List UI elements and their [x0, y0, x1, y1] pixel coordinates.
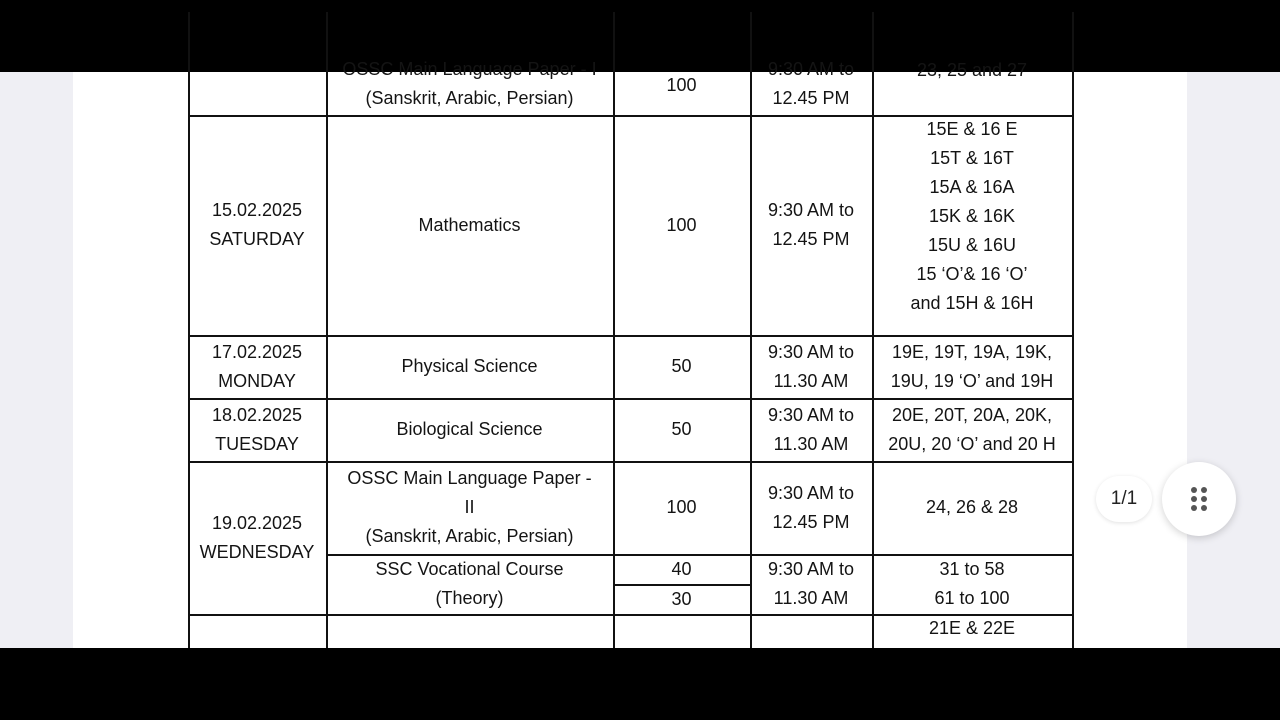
time-line: 9:30 AM to [767, 482, 855, 503]
code-line: 24, 26 & 28 [925, 497, 1019, 517]
subject-line: II [464, 497, 475, 517]
subject-cell [326, 461, 613, 554]
marks-cell [613, 115, 750, 335]
subject-line: Physical Science [401, 356, 538, 376]
day-value: WEDNESDAY [199, 541, 315, 562]
day-value: MONDAY [218, 370, 296, 391]
marks-value: 30 [671, 588, 692, 609]
codes-cell [872, 12, 1072, 115]
subject-cell [326, 398, 613, 461]
code-line: 31 to 58 [939, 559, 1005, 579]
grid-dots-icon [1191, 487, 1207, 511]
marks-cell [613, 554, 750, 584]
subject-line: (Theory) [435, 588, 504, 608]
subject-line: OSSC Main Language Paper - [347, 468, 592, 488]
time-line: 12.45 PM [772, 229, 850, 249]
subject-cell [326, 12, 613, 115]
document-page [73, 59, 1187, 648]
subject-line: Mathematics [418, 214, 521, 235]
code-line: 15K & 16K [928, 206, 1016, 226]
marks-value: 100 [666, 497, 697, 517]
time-cell [750, 335, 872, 398]
time-cell [750, 554, 872, 614]
table-border [326, 554, 1073, 556]
table-border [188, 12, 190, 712]
table-border [188, 335, 1073, 337]
time-line: 9:30 AM to [767, 59, 855, 79]
day-value: SATURDAY [209, 229, 305, 249]
subject-cell [326, 115, 613, 335]
table-border [188, 461, 1073, 463]
table-border [1072, 12, 1074, 712]
page-indicator [1096, 476, 1152, 522]
code-line: 19E, 19T, 19A, 19K, [891, 341, 1053, 362]
codes-cell [872, 461, 1072, 554]
marks-cell [613, 584, 750, 614]
codes-cell [872, 554, 1072, 614]
code-line: 15U & 16U [927, 235, 1017, 255]
code-line: 15 ‘O’& 16 ‘O’ [916, 264, 1028, 284]
day-value: TUESDAY [215, 433, 299, 454]
document-viewer[interactable] [0, 59, 1280, 648]
date-cell [188, 115, 326, 335]
date-value: 17.02.2025 [211, 341, 303, 362]
time-line: 9:30 AM to [767, 559, 855, 579]
table-border [188, 398, 1073, 400]
code-line: and 15H & 16H [910, 293, 1034, 313]
subject-cell [326, 554, 613, 614]
time-cell [750, 115, 872, 335]
subject-line: (Sanskrit, Arabic, Persian) [365, 88, 574, 108]
subject-line: OSSC Main Language Paper - I [342, 59, 597, 79]
date-cell [188, 461, 326, 614]
time-cell [750, 398, 872, 461]
marks-cell [613, 398, 750, 461]
time-line: 12.45 PM [772, 88, 850, 108]
subject-line: SSC Vocational Course [375, 559, 564, 579]
page-count-label: 1/1 [1110, 488, 1138, 509]
codes-cell [872, 115, 1072, 335]
code-line: 23, 25 and 27 [916, 60, 1028, 80]
time-line: 11.30 AM [773, 433, 849, 454]
table-border [326, 12, 328, 712]
marks-value: 40 [671, 558, 692, 579]
date-value: 18.02.2025 [211, 404, 303, 425]
date-value: 19.02.2025 [211, 512, 303, 533]
marks-value: 50 [671, 356, 692, 376]
date-cell [188, 335, 326, 398]
time-cell [750, 12, 872, 115]
marks-cell [613, 335, 750, 398]
codes-cell [872, 398, 1072, 461]
subject-cell [326, 335, 613, 398]
time-line: 9:30 AM to [767, 341, 855, 362]
time-line: 9:30 AM to [767, 404, 855, 425]
code-line: 15A & 16A [929, 177, 1015, 197]
codes-cell [872, 614, 1072, 644]
table-border [613, 12, 615, 712]
time-cell [750, 461, 872, 554]
code-line: 61 to 100 [934, 588, 1010, 608]
code-line: 15T & 16T [930, 148, 1014, 168]
time-line: 11.30 AM [773, 370, 849, 391]
code-line: 20U, 20 ‘O’ and 20 H [888, 433, 1056, 454]
table-border [872, 12, 874, 712]
marks-value: 100 [666, 214, 697, 235]
marks-cell [613, 12, 750, 115]
code-line: 20E, 20T, 20A, 20K, [891, 404, 1053, 425]
time-line: 11.30 AM [773, 588, 849, 608]
table-border [188, 614, 1073, 616]
marks-cell [613, 461, 750, 554]
viewer-menu-button[interactable] [1162, 462, 1236, 536]
letterbox-bottom [0, 648, 1280, 720]
table-border [613, 584, 751, 586]
code-line: 19U, 19 ‘O’ and 19H [890, 370, 1054, 391]
subject-line: (Sanskrit, Arabic, Persian) [365, 526, 574, 546]
time-line: 12.45 PM [772, 511, 850, 532]
marks-value: 50 [671, 419, 692, 439]
date-cell [188, 398, 326, 461]
subject-line: Biological Science [396, 419, 543, 439]
code-line: 21E & 22E [928, 618, 1016, 638]
table-border [750, 12, 752, 712]
marks-value: 100 [666, 75, 697, 95]
table-border [188, 115, 1073, 117]
code-line: 15E & 16 E [926, 119, 1018, 139]
date-value: 15.02.2025 [211, 200, 303, 220]
codes-cell [872, 335, 1072, 398]
time-line: 9:30 AM to [767, 200, 855, 220]
